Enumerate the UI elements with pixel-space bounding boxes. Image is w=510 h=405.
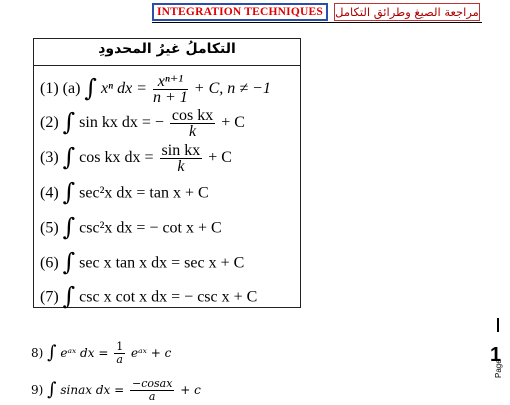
fraction: [160, 143, 203, 174]
formula-lhs: cos kx dx =: [79, 149, 154, 167]
numerator: sin kx: [161, 142, 201, 159]
formula-lhs: sec²x dx = tan x + C: [79, 184, 209, 202]
formula-lhs: sec x tan x dx = sec x + C: [79, 254, 245, 272]
formula-box-title: التكاملُ غيرُ المحدودِ: [98, 41, 236, 57]
formula-lhs: csc x cot x dx = − csc x + C: [79, 288, 258, 306]
numerator: −cosax: [131, 377, 173, 390]
formula-number: (5): [40, 219, 59, 237]
formula-4: [40, 180, 209, 208]
title-divider: [33, 65, 301, 66]
fraction: [153, 74, 188, 105]
page-label: Page: [494, 359, 503, 378]
formula-number: (7): [40, 288, 59, 306]
denominator: a: [116, 353, 123, 366]
formula-lhs: sinax dx =: [60, 383, 125, 397]
numerator: 1: [116, 340, 124, 353]
formula-number: (2): [40, 114, 59, 132]
formula-rhs: eᵃˣ + c: [131, 346, 172, 360]
integral-sign: ∫: [62, 178, 76, 206]
formula-number: 8): [31, 346, 44, 360]
formula-3: [40, 143, 232, 174]
page-number: 1: [490, 344, 502, 366]
formula-7: [40, 284, 257, 312]
integral-sign: ∫: [47, 379, 57, 400]
formula-rhs: + c: [180, 383, 201, 397]
formula-1: [40, 74, 271, 105]
denominator: k: [189, 123, 197, 140]
fraction: [130, 378, 174, 403]
formula-number: (4): [40, 184, 59, 202]
integral-sign: ∫: [62, 142, 76, 171]
formula-number: (6): [40, 254, 59, 272]
formula-rhs: + C: [221, 114, 245, 132]
formula-number: (3): [40, 149, 59, 167]
integral-sign: ∫: [47, 342, 57, 363]
integral-sign: ∫: [62, 248, 76, 276]
header-rule: [152, 22, 482, 23]
formula-lhs: xⁿ dx =: [100, 80, 147, 98]
denominator: k: [177, 158, 185, 175]
header-title-ar: مراجعة الصيغ وطرائق التكامل: [335, 5, 479, 19]
numerator: xⁿ⁺¹: [153, 74, 188, 90]
formula-number: (1) (a): [40, 80, 81, 98]
formula-lhs: eᵃˣ dx =: [60, 346, 109, 360]
integral-sign: ∫: [84, 73, 97, 102]
integral-sign: ∫: [62, 107, 76, 136]
fraction: [170, 108, 215, 139]
formula-2: [40, 108, 245, 139]
formula-6: [40, 250, 244, 278]
integral-sign: ∫: [62, 213, 76, 241]
formula-number: 9): [31, 383, 44, 397]
formula-8: [31, 341, 171, 366]
page-dash: [497, 318, 499, 332]
header-title-en: INTEGRATION TECHNIQUES: [152, 3, 328, 21]
fraction: [114, 341, 125, 366]
numerator: cos kx: [171, 107, 214, 124]
integral-sign: ∫: [62, 282, 76, 310]
denominator: a: [148, 390, 156, 403]
denominator: n + 1: [152, 89, 188, 106]
formula-lhs: sin kx dx = −: [79, 114, 164, 132]
formula-9: [31, 378, 201, 403]
formula-rhs: + C: [208, 149, 232, 167]
formula-rhs: + C, n ≠ −1: [193, 80, 271, 98]
formula-lhs: csc²x dx = − cot x + C: [79, 219, 222, 237]
formula-5: [40, 215, 222, 243]
